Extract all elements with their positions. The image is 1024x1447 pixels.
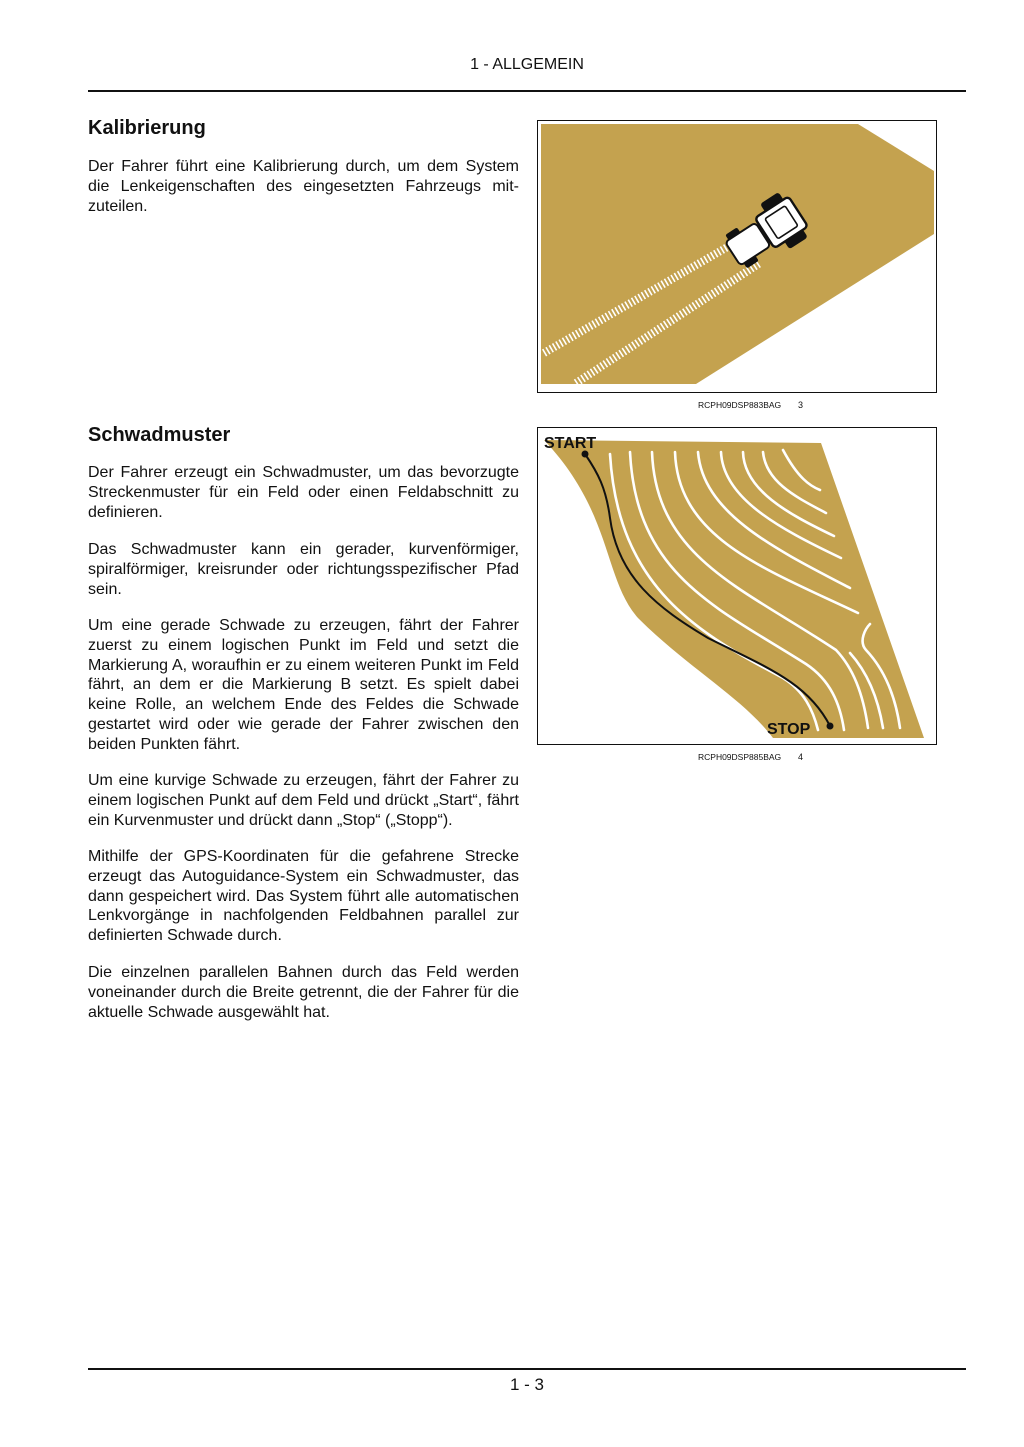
paragraph-schwadmuster-5: Mithilfe der GPS-Koordinaten für die gefahrene Strecke erzeugt das Autoguidance-System ein Schwadmuster, das dann gespeichert wird. Das System führt alle automatischen Lenkvorgänge in nachfolgenden Feldbahnen parallel zur definierten Schwade durch.	[88, 848, 519, 945]
paragraph-kalibrierung: Der Fahrer führt eine Kalibrierung durch, um dem System die Lenkeigenschaften des eingesetzten Fahrzeugs mitzuteilen.	[88, 158, 519, 215]
figure-number-3: 3	[798, 400, 804, 410]
figure-number-4: 4	[798, 752, 804, 762]
page-header-title: 1 - ALLGEMEIN	[470, 56, 584, 73]
header-rule	[88, 90, 966, 92]
figure-caption-4	[698, 752, 804, 762]
figure-code-3: RCPH09DSP883BAG	[698, 400, 782, 410]
start-label: START	[544, 435, 597, 452]
figure-caption-3	[698, 400, 804, 410]
figure-code-4: RCPH09DSP885BAG	[698, 752, 782, 762]
stop-point	[827, 723, 834, 730]
paragraph-schwadmuster-1: Der Fahrer erzeugt ein Schwadmuster, um das bevorzugte Streckenmuster für ein Feld oder einen Feldabschnitt zu definieren.	[88, 464, 519, 521]
paragraph-schwadmuster-4: Um eine kurvige Schwade zu erzeugen, fährt der Fahrer zu einem logischen Punkt auf dem Feld und drückt „Start“, fährt ein Kurvenmuster und drückt dann „Stop“ („Stopp“).	[88, 772, 519, 829]
footer-page-number: 1 - 3	[509, 1375, 545, 1394]
figure-tractor-calibration	[537, 120, 937, 393]
figure-curved-swath	[537, 427, 937, 745]
paragraph-schwadmuster-2: Das Schwadmuster kann ein gerader, kurvenförmiger, spiralförmiger, kreisrunder oder richtungsspezifischer Pfad sein.	[88, 541, 519, 598]
paragraph-schwadmuster-3: Um eine gerade Schwade zu erzeugen, fährt der Fahrer zuerst zu einem logischen Punkt im Feld und setzt die Markierung A, woraufhin er zu einem weiteren Punkt im Feld fährt, an dem er die Markierung B setzt. Es spielt dabei keine Rolle, an welchem Ende des Feldes die Schwade gestartet wird oder wie gerade der Fahrer zwischen den beiden Punkten fährt.	[88, 617, 519, 753]
paragraph-schwadmuster-6: Die einzelnen parallelen Bahnen durch das Feld werden voneinander durch die Breite getrennt, die der Fahrer für die aktuelle Schwade ausgewählt hat.	[88, 964, 519, 1021]
heading-schwadmuster: Schwadmuster	[88, 424, 231, 446]
stop-label: STOP	[767, 721, 811, 738]
heading-kalibrierung: Kalibrierung	[88, 117, 206, 139]
footer-rule	[88, 1368, 966, 1370]
